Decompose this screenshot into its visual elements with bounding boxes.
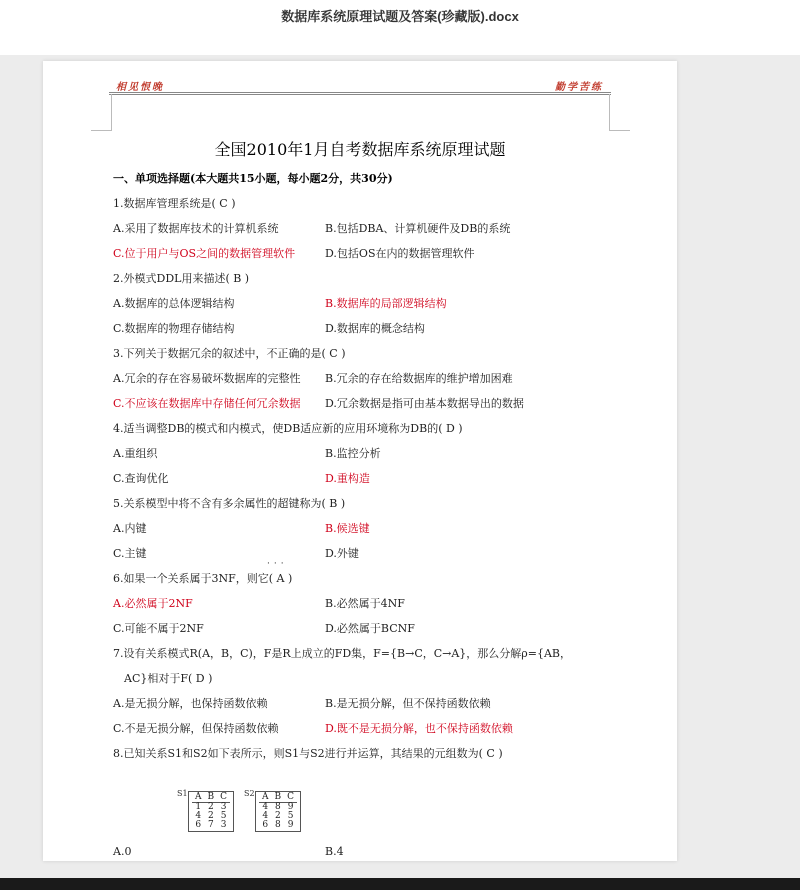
q4-option-b: B.监控分析: [325, 447, 381, 460]
s2-cell: 8: [274, 802, 281, 812]
question-7-cont: AC}相对于F( D ): [124, 672, 213, 685]
q2-option-d: D.数据库的概念结构: [325, 322, 425, 335]
table-s2-label: S2: [244, 789, 255, 798]
q5-option-c: C.主键: [113, 547, 147, 560]
exam-title: 全国2010年1月自考数据库系统原理试题: [214, 140, 506, 159]
question-3: 3.下列关于数据冗余的叙述中，不正确的是( C ): [113, 347, 346, 360]
header-rule-2: [109, 94, 611, 95]
title-bar: [0, 0, 800, 55]
q7-option-a: A.是无损分解，也保持函数依赖: [113, 697, 268, 710]
s1-cell: 4: [195, 811, 202, 821]
q2-option-a: A.数据库的总体逻辑结构: [113, 297, 235, 310]
table-s1-label: S1: [177, 789, 188, 798]
q4-option-c: C.查询优化: [113, 472, 169, 485]
table-s2: [255, 791, 301, 832]
q5-option-a: A.内键: [113, 522, 147, 535]
bottom-bar: [0, 878, 800, 890]
q1-option-a: A.采用了数据库技术的计算机系统: [113, 222, 279, 235]
q7-option-b: B.是无损分解，但不保持函数依赖: [325, 697, 491, 710]
crop-mark-left: [91, 94, 112, 131]
q2-option-c: C.数据库的物理存储结构: [113, 322, 235, 335]
q3-option-d: D.冗余数据是指可由基本数据导出的数据: [325, 397, 524, 410]
s2-cell: 4: [262, 811, 269, 821]
s1-col: B: [205, 793, 218, 803]
q2-option-b: B.数据库的局部逻辑结构: [325, 297, 447, 310]
s1-cell: 1: [195, 802, 202, 812]
q6-option-b: B.必然属于4NF: [325, 597, 405, 610]
question-1: 1.数据库管理系统是( C ): [113, 197, 236, 210]
s2-col: B: [272, 793, 285, 803]
q1-option-d: D.包括OS在内的数据管理软件: [325, 247, 475, 260]
question-6: 6.如果一个关系属于3NF，则它( A ): [113, 572, 293, 585]
s1-col: C: [217, 793, 230, 803]
s2-cell: 5: [287, 811, 294, 821]
question-5: 5.关系模型中将不含有多余属性的超键称为( B ): [113, 497, 346, 510]
q3-option-a: A.冗余的存在容易破坏数据库的完整性: [113, 372, 301, 385]
q8-option-a: A.0: [113, 845, 132, 858]
question-8: 8.已知关系S1和S2如下表所示，则S1与S2进行并运算，其结果的元组数为( C ): [113, 747, 503, 760]
q4-option-d: D.重构造: [325, 472, 370, 485]
q1-option-b: B.包括DBA、计算机硬件及DB的系统: [325, 222, 511, 235]
s2-cell: 9: [287, 802, 294, 812]
question-7: 7.设有关系模式R(A，B，C)，F是R上成立的FD集，F={B→C，C→A}，那么分解ρ={AB，: [113, 647, 572, 660]
q1-option-c: C.位于用户与OS之间的数据管理软件: [113, 247, 296, 260]
q6-option-d: D.必然属于BCNF: [325, 622, 415, 635]
question-4: 4.适当调整DB的模式和内模式，使DB适应新的应用环境称为DB的( D ): [113, 422, 463, 435]
q5-option-d: D.外键: [325, 547, 359, 560]
s1-cell: 6: [195, 820, 202, 830]
q6-option-a: A.必然属于2NF: [113, 597, 193, 610]
q3-option-b: B.冗余的存在给数据库的维护增加困难: [325, 372, 513, 385]
crop-mark-right: [609, 94, 630, 131]
s1-col: A: [192, 793, 205, 803]
q8-option-b: B.4: [325, 845, 344, 858]
file-title: 数据库系统原理试题及答案(珍藏版).docx: [281, 9, 519, 24]
s1-cell: 5: [220, 811, 227, 821]
q7-option-c: C.不是无损分解，但保持函数依赖: [113, 722, 279, 735]
s2-cell: 4: [262, 802, 269, 812]
q3-option-c: C.不应该在数据库中存储任何冗余数据: [113, 397, 301, 410]
s1-cell: 7: [207, 820, 214, 830]
s1-cell: 2: [207, 802, 214, 812]
emphasis-dots: ···: [267, 559, 288, 569]
s2-col: A: [259, 793, 272, 803]
s2-cell: 2: [274, 811, 281, 821]
s2-cell: 8: [274, 820, 281, 830]
section-title: 一、单项选择题(本大题共15小题，每小题2分，共30分): [113, 172, 393, 185]
q4-option-a: A.重组织: [113, 447, 158, 460]
question-2: 2.外模式DDL用来描述( B ): [113, 272, 250, 285]
table-s1: [188, 791, 234, 832]
document-page: [43, 61, 677, 861]
q7-option-d: D.既不是无损分解，也不保持函数依赖: [325, 722, 513, 735]
s2-cell: 6: [262, 820, 269, 830]
s2-col: C: [284, 793, 297, 803]
s1-cell: 3: [220, 802, 227, 812]
s2-cell: 9: [287, 820, 294, 830]
header-rule: [109, 92, 611, 93]
s1-cell: 3: [220, 820, 227, 830]
header-right: 勤学苦练: [555, 82, 603, 93]
q6-option-c: C.可能不属于2NF: [113, 622, 204, 635]
q5-option-b: B.候选键: [325, 522, 370, 535]
s1-cell: 2: [207, 811, 214, 821]
header-left: 相见恨晚: [116, 82, 164, 93]
